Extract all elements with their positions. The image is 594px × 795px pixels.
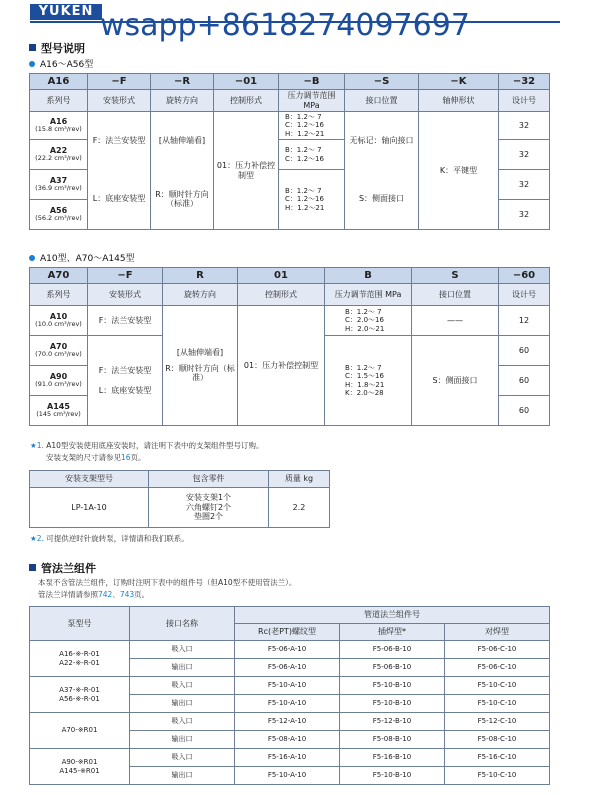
head-series: 系列号 [30, 284, 88, 306]
flange-kit-table [29, 606, 550, 785]
model-a145: A145 (145 cm³/rev) [30, 396, 88, 426]
pump-model: A22-※-R-01 [59, 658, 100, 667]
flange-intro-2: 管法兰详情请参照742、743页。 [38, 590, 150, 599]
note-1-ref: 安装支架的尺寸请参见16页。 [46, 453, 146, 462]
port-name-cell: 吸入口 [130, 641, 235, 659]
port-name-cell: 吸入口 [130, 713, 235, 731]
flange-row [30, 713, 550, 731]
code-series: A70 [30, 268, 88, 284]
port-name-cell: 输出口 [130, 695, 235, 713]
flange-body [30, 641, 550, 785]
bracket-head-mass: 质量 kg [269, 471, 330, 488]
code-pressure: −B [279, 74, 345, 90]
pump-model: A16-※-R-01 [59, 650, 100, 659]
butt-kit-cell: F5-08-C-10 [445, 731, 550, 749]
head-port: 接口位置 [345, 90, 419, 112]
pressure-cell-3: B：1.2～ 7 C：1.2～16 H：1.2～21 [279, 170, 345, 230]
bracket-head-parts: 包含零件 [149, 471, 269, 488]
socket-kit-cell: F5-10-B-10 [340, 767, 445, 785]
flange-head-row-1 [30, 607, 550, 624]
square-bullet-icon [29, 564, 36, 571]
head-series: 系列号 [30, 90, 88, 112]
rc-kit-cell: F5-10-A-10 [235, 767, 340, 785]
subsection-a70-title-text: A10型、A70～A145型 [40, 254, 135, 264]
code-shaft: −K [419, 74, 499, 90]
butt-kit-cell: F5-10-C-10 [445, 677, 550, 695]
flange-row [30, 641, 550, 659]
pressure-a10-cell: B：1.2～ 7 C：2.0～16 H：2.0～21 [325, 306, 412, 336]
design-a37: 32 [499, 170, 550, 200]
bracket-table [29, 470, 330, 528]
design-a10: 12 [499, 306, 550, 336]
socket-kit-cell: F5-06-B-10 [340, 641, 445, 659]
a70-header-row [30, 284, 550, 306]
design-a145: 60 [499, 396, 550, 426]
port-a10-cell: —— [412, 306, 499, 336]
model-a16: A16 (15.8 cm³/rev) [30, 112, 88, 140]
bracket-part: 安装支架1个 [185, 493, 232, 503]
flange-head-pump: 泵型号 [30, 607, 130, 641]
rc-kit-cell: F5-10-A-10 [235, 677, 340, 695]
bracket-part: 垫圈2个 [193, 512, 224, 522]
a70-code-row [30, 268, 550, 284]
rotation-cell [163, 306, 238, 426]
rc-kit-cell: F5-16-A-10 [235, 749, 340, 767]
rc-kit-cell: F5-06-A-10 [235, 641, 340, 659]
section-model-title-text: 型号说明 [41, 42, 85, 55]
code-mount: −F [88, 74, 151, 90]
rotation-cw-cell: R：顺时针方向（标准） [151, 170, 214, 230]
bracket-mass: 2.2 [269, 488, 330, 528]
bracket-model: LP-1A-10 [30, 488, 149, 528]
port-name-cell: 输出口 [130, 659, 235, 677]
mount-f-text: F：法兰安装型 [98, 365, 152, 375]
note-2-text: 可提供逆时针旋转泵，详情请和我们联系。 [46, 534, 189, 543]
code-pressure: B [325, 268, 412, 284]
note-1: ★1. A10型安装使用底座安装时，请注明下表中的支架组件型号订购。 [30, 441, 264, 450]
mount-l-cell: L：底座安装型 [88, 170, 151, 230]
a70-model-code-table [29, 267, 550, 426]
page-header [0, 0, 594, 43]
port-name-cell: 输出口 [130, 731, 235, 749]
butt-kit-cell: F5-10-C-10 [445, 695, 550, 713]
rc-kit-cell: F5-06-A-10 [235, 659, 340, 677]
yuken-logo: YUKEN [30, 4, 102, 20]
flange-pump-cell [30, 713, 130, 749]
code-series: A16 [30, 74, 88, 90]
pressure-cell-2: B：1.2～ 7 C：1.2～16 [279, 140, 345, 170]
head-shaft: 轴伸形状 [419, 90, 499, 112]
flange-pump-cell [30, 641, 130, 677]
code-rotation: −R [151, 74, 214, 90]
flange-head-butt: 对焊型 [445, 624, 550, 641]
mount-fl-cell [88, 336, 163, 426]
control-cell: 01：压力补偿控制型 [238, 306, 325, 426]
flange-pump-cell [30, 749, 130, 785]
control-cell: 01：压力补偿控制型 [214, 112, 279, 230]
socket-kit-cell: F5-16-B-10 [340, 749, 445, 767]
code-port: S [412, 268, 499, 284]
model-a70: A70 (70.0 cm³/rev) [30, 336, 88, 366]
subsection-a70-title [29, 251, 135, 264]
flange-head-rc: Rc(老PT)螺纹型 [235, 624, 340, 641]
bracket-row [30, 488, 330, 528]
pump-model: A90-※R01 [61, 758, 98, 767]
head-rotation: 旋转方向 [151, 90, 214, 112]
port-axial-cell: 无标记：轴向接口 [345, 112, 419, 170]
port-name-cell: 输出口 [130, 767, 235, 785]
bracket-head-model: 安装支架型号 [30, 471, 149, 488]
socket-kit-cell: F5-10-B-10 [340, 677, 445, 695]
flange-intro-1: 本泵不含管法兰组件，订购时注明下表中的组件号（但A10型不使用管法兰）。 [38, 578, 297, 587]
rotation-view-text: [从轴伸端看] [176, 348, 224, 358]
mount-f-cell: F：法兰安装型 [88, 112, 151, 170]
pressure-big-cell: B：1.2～ 7 C：1.5～16 H：1.8～21 K：2.0～28 [325, 336, 412, 426]
a16-code-row [30, 74, 550, 90]
page-link-742-743[interactable]: 742、743 [98, 590, 135, 599]
bracket-header-row [30, 471, 330, 488]
socket-kit-cell: F5-12-B-10 [340, 713, 445, 731]
port-big-cell: S：侧面接口 [412, 336, 499, 426]
watermark-text: wsapp+8618274097697 [100, 8, 470, 43]
rc-kit-cell: F5-12-A-10 [235, 713, 340, 731]
code-design: −60 [499, 268, 550, 284]
design-a16: 32 [499, 112, 550, 140]
head-rotation: 旋转方向 [163, 284, 238, 306]
code-control: −01 [214, 74, 279, 90]
socket-kit-cell: F5-06-B-10 [340, 659, 445, 677]
bracket-part: 六角螺钉2个 [185, 502, 232, 512]
model-a22: A22 (22.2 cm³/rev) [30, 140, 88, 170]
pump-model: A145-※R01 [59, 766, 100, 775]
socket-kit-cell: F5-08-B-10 [340, 731, 445, 749]
flange-head-group: 管道法兰组件号 [235, 607, 550, 624]
code-mount: −F [88, 268, 163, 284]
butt-kit-cell: F5-12-C-10 [445, 713, 550, 731]
flange-row [30, 749, 550, 767]
pump-model: A37-※-R-01 [59, 686, 100, 695]
pump-model: A70-※R01 [61, 726, 98, 735]
flange-head-socket: 插焊型* [340, 624, 445, 641]
model-a90: A90 (91.0 cm³/rev) [30, 366, 88, 396]
head-pressure: 压力调节范围 MPa [325, 284, 412, 306]
head-mount: 安装形式 [88, 90, 151, 112]
model-a56: A56 (56.2 cm³/rev) [30, 200, 88, 230]
head-mount: 安装形式 [88, 284, 163, 306]
butt-kit-cell: F5-10-C-10 [445, 767, 550, 785]
code-design: −32 [499, 74, 550, 90]
section-flange-title-text: 管法兰组件 [41, 562, 96, 575]
dot-bullet-icon [29, 255, 35, 261]
code-control: 01 [238, 268, 325, 284]
note-2: ★2. 可提供逆时针旋转泵，详情请和我们联系。 [30, 534, 189, 543]
head-port: 接口位置 [412, 284, 499, 306]
pump-model: A56-※-R-01 [59, 694, 100, 703]
page-link-16[interactable]: 16 [121, 453, 131, 462]
head-design: 设计号 [499, 90, 550, 112]
code-port: −S [345, 74, 419, 90]
port-name-cell: 吸入口 [130, 749, 235, 767]
model-a10: A10 (10.0 cm³/rev) [30, 306, 88, 336]
mount-a10-cell: F：法兰安装型 [88, 306, 163, 336]
head-design: 设计号 [499, 284, 550, 306]
code-rotation: R [163, 268, 238, 284]
bracket-parts [149, 488, 269, 528]
rotation-view-cell: [从轴伸端看] [151, 112, 214, 170]
port-side-cell: S：侧面接口 [345, 170, 419, 230]
note-1-text: A10型安装使用底座安装时，请注明下表中的支架组件型号订购。 [46, 441, 264, 450]
pressure-cell-1: B：1.2～ 7 C：1.2～16 H：1.2～21 [279, 112, 345, 140]
design-a70: 60 [499, 336, 550, 366]
mount-l-text: L：底座安装型 [98, 385, 152, 395]
rc-kit-cell: F5-08-A-10 [235, 731, 340, 749]
a16-row-a16 [30, 112, 550, 140]
design-a90: 60 [499, 366, 550, 396]
head-control: 控制形式 [214, 90, 279, 112]
butt-kit-cell: F5-16-C-10 [445, 749, 550, 767]
subsection-a16-title-text: A16～A56型 [40, 60, 94, 70]
flange-row [30, 677, 550, 695]
head-control: 控制形式 [238, 284, 325, 306]
flange-pump-cell [30, 677, 130, 713]
butt-kit-cell: F5-06-C-10 [445, 641, 550, 659]
a70-row-a10 [30, 306, 550, 336]
section-flange-title [29, 560, 96, 576]
a16-header-row [30, 90, 550, 112]
head-pressure: 压力调节范围 MPa [279, 90, 345, 112]
model-a37: A37 (36.9 cm³/rev) [30, 170, 88, 200]
design-a22: 32 [499, 140, 550, 170]
flange-head-port: 接口名称 [130, 607, 235, 641]
subsection-a16-title [29, 57, 93, 70]
section-model-title [29, 40, 85, 56]
a16-model-code-table [29, 73, 550, 230]
dot-bullet-icon [29, 61, 35, 67]
shaft-cell: K：平键型 [419, 112, 499, 230]
butt-kit-cell: F5-06-C-10 [445, 659, 550, 677]
square-bullet-icon [29, 44, 36, 51]
rotation-cw-text: R：顺时针方向（标准） [165, 363, 235, 383]
rc-kit-cell: F5-10-A-10 [235, 695, 340, 713]
design-a56: 32 [499, 200, 550, 230]
socket-kit-cell: F5-10-B-10 [340, 695, 445, 713]
port-name-cell: 吸入口 [130, 677, 235, 695]
